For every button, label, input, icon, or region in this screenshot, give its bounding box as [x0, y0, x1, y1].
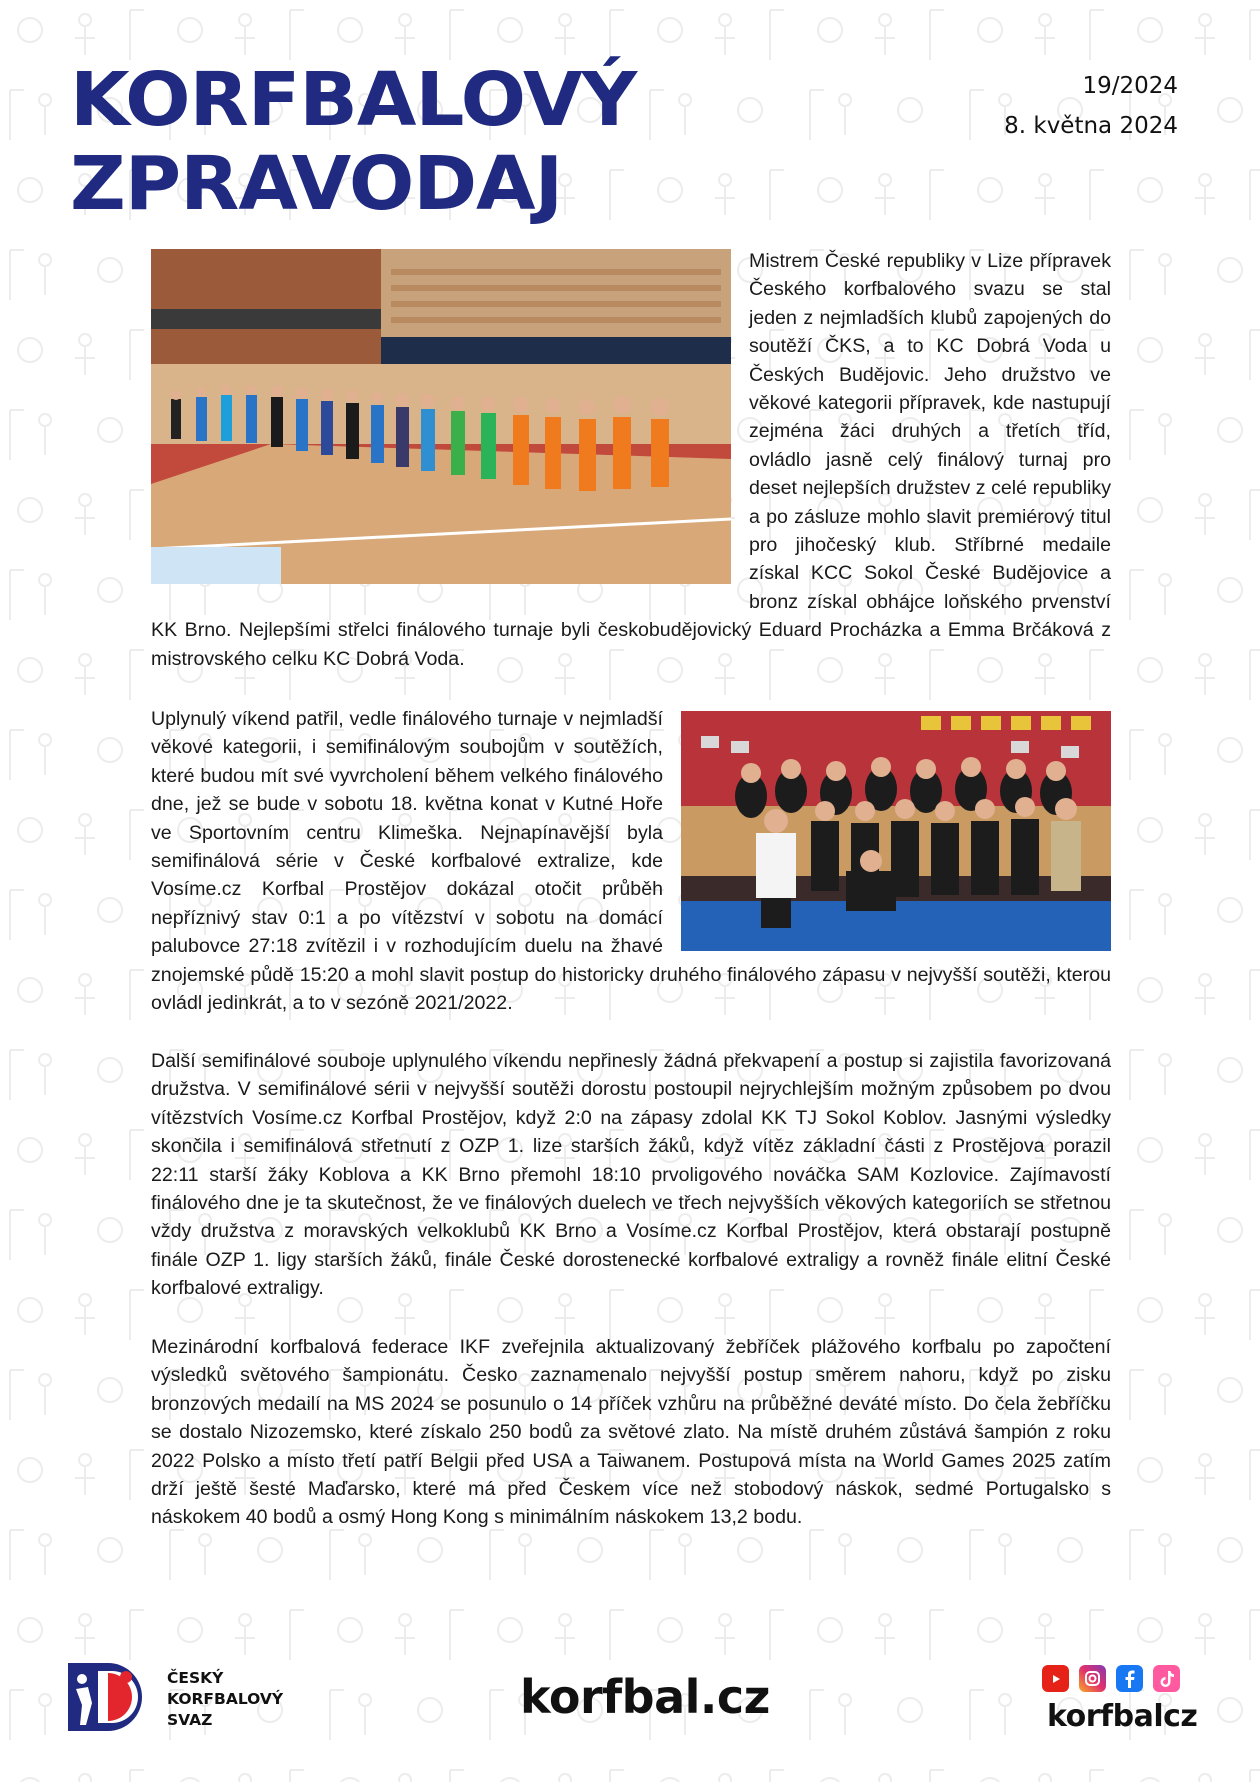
- article-3: [151, 1047, 1111, 1303]
- article-2: [151, 705, 1111, 1017]
- issue-info: [1004, 66, 1178, 146]
- federation-name-line-1: ČESKÝ: [167, 1669, 224, 1687]
- article-1: [151, 247, 1111, 673]
- social-handle[interactable]: korfbalcz: [1047, 1699, 1198, 1734]
- federation-name-line-3: SVAZ: [167, 1711, 213, 1729]
- cks-logo-icon: [68, 1663, 148, 1731]
- social-icons: [1042, 1665, 1180, 1692]
- photo-youth-teams-lineup: [151, 249, 731, 584]
- issue-date: 8. května 2024: [1004, 113, 1178, 139]
- masthead-title: [70, 58, 636, 226]
- masthead-line-2: ZPRAVODAJ: [70, 141, 563, 227]
- article-3-text: Další semifinálové souboje uplynulého víkendu nepřinesly žádná překvapení a postup si zajistila favorizovaná družstva. V semifinálové sérii v nejvyšší soutěži dorostu postoupil nejrychlejším možným způsobem po dvou vítězstvích Vosíme.cz Korfbal Prostějov, když 2:0 na zápasy zdolal KK TJ Sokol Koblov. Jasnými výsledky skončila i semifinálová střetnutí z OZP 1. lize starších žáků, když vítěz základní části z Prostějova porazil 22:11 starší žáky Koblova a KK Brno přemohl 18:10 prvoligového nováčka SAM Kozlovice. Zajímavostí finálového dne je ta skutečnost, že ve finálových duelech ve třech nejvyšších věkových kategoriích se střetnou vždy družstva z moravských velkoklubů KK Brno a Vosíme.cz Korfbal Prostějov, která obstarají postupně finále OZP 1. ligy starších žáků, finále České dorostenecké korfbalové extraligy a rovněž finále elitní České korfbalové extraligy.: [151, 1050, 1111, 1300]
- article-4-text: Mezinárodní korfbalová federace IKF zveřejnila aktualizovaný žebříček plážového korfbalu po započtení výsledků světového šampionátu. Česko zaznamenalo nejvyšší postup směrem nahoru, když po zisku bronzových medailí na MS 2024 se posunulo o 14 příček vzhůru na průběžné deváté místo. Do čela žebříčku se dostalo Nizozemsko, které získalo 250 bodů za světové zlato. Na místě druhém zůstává šampión z roku 2022 Polsko a místo třetí patří Belgii před USA a Taiwanem. Postupová místa na World Games 2025 zatím drží ještě šesté Maďarsko, které má před Českem více než stobodový náskok, sedmé Portugalsko s náskokem 40 bodů a osmý Hong Kong s minimálním náskokem 13,2 bodu.: [151, 1336, 1111, 1529]
- federation-name: [167, 1668, 283, 1731]
- tiktok-icon[interactable]: [1153, 1665, 1180, 1692]
- federation-name-line-2: KORFBALOVÝ: [167, 1690, 284, 1708]
- article-4: [151, 1333, 1111, 1532]
- photo-team-celebration: [681, 711, 1111, 951]
- instagram-icon[interactable]: [1079, 1665, 1106, 1692]
- issue-number: 19/2024: [1082, 73, 1178, 99]
- masthead-line-1: KORFBALOVÝ: [70, 57, 637, 143]
- facebook-icon[interactable]: [1116, 1665, 1143, 1692]
- article-1-text: Mistrem České republiky v Lize přípravek Českého korfbalového svazu se stal jeden z nejmladších klubů zapojených do soutěží ČKS, a to KC Dobrá Voda u Českých Budějovic. Jeho družstvo ve věkové kategorii přípravek, kde nastupují zejména žáci druhých a třetích tříd, ovládlo jasně celý finálový turnaj pro deset nejlepších družstev z celé republiky a po zásluze mohlo slavit premiérový titul pro jihočeský klub. Stříbrné medaile získal KCC Sokol České Budějovice a bronz získal obhájce loňského prvenství KK Brno. Nejlepšími střelci finálového turnaje byli českobudějovický Eduard Procházka a Emma Brčáková z mistrovského celku KC Dobrá Voda.: [151, 250, 1111, 670]
- website-link[interactable]: korfbal.cz: [520, 1670, 770, 1724]
- article-2-text: Uplynulý víkend patřil, vedle finálového turnaje v nejmladší věkové kategorii, i semifinálovým soubojům v soutěžích, které budou mít své vyvrcholení během velkého finálového dne, jež se bude v sobotu 18. května konat v Kutné Hoře ve Sportovním centru Klimeška. Nejnapínavější byla semifinálová série v České korfbalové extralize, kde Vosíme.cz Korfbal Prostějov dokázal otočit průběh nepříznivý stav 0:1 a po vítězství v sobotu na domácí palubovce 27:18 zvítězil i v rozhodujícím duelu na žhavé znojemské půdě 15:20 a mohl slavit postup do historicky druhého finálového zápasu v nejvyšší soutěži, kterou ovládl jedinkrát, a to v sezóně 2021/2022.: [151, 708, 1111, 1015]
- youtube-icon[interactable]: [1042, 1665, 1069, 1692]
